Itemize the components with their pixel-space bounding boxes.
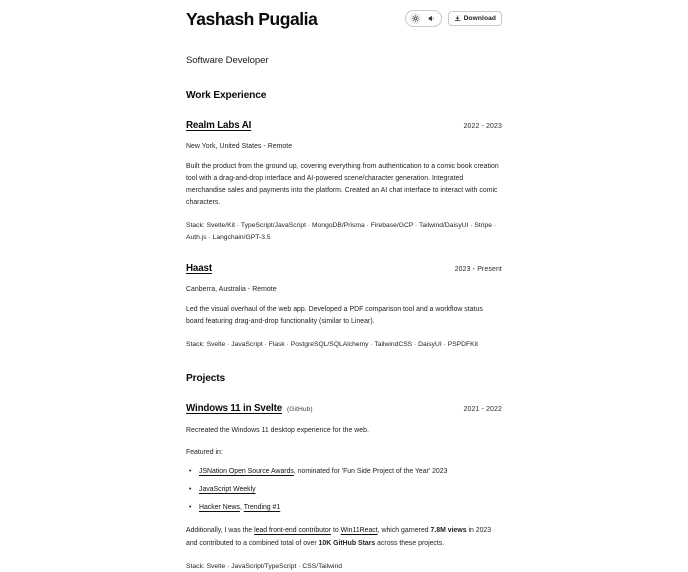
- company-link-realm-labs-ai[interactable]: Realm Labs AI: [186, 120, 252, 131]
- closing-link-lead-contributor[interactable]: lead front-end contributor: [254, 527, 332, 535]
- work-entry-description: Built the product from the ground up, covering everything from authentication to a comic book creation tool with a drag-and-drop interface and AI-powered scene/character generation. Integrated merchandise sales and payments into the platform. Created an AI chat interface to interact with comic characters.: [186, 163, 499, 207]
- download-button[interactable]: [448, 11, 502, 26]
- project-closing-paragraph: [186, 525, 502, 549]
- work-entry-description: Led the visual overhaul of the web app. Developed a PDF comparison tool and a workflow status board featuring drag-and-drop functionality (similar to Linear).: [186, 305, 483, 325]
- closing-text-part: in 2023 and contributed to a combined total of over: [186, 527, 492, 547]
- featured-item-rest: , nominated for 'Fun Side Project of the Year' 2023: [293, 468, 448, 476]
- project-github-link[interactable]: (GitHub): [287, 406, 313, 414]
- featured-item-separator: ,: [239, 504, 244, 512]
- project-entry-date: 2021 - 2022: [463, 406, 502, 414]
- work-entry-title-wrap: [186, 263, 212, 274]
- project-entry-description: Recreated the Windows 11 desktop experience for the web.: [186, 427, 369, 435]
- list-item: [186, 466, 502, 478]
- download-icon: [454, 15, 461, 22]
- header-controls: [405, 10, 502, 27]
- project-entry-title-wrap: [186, 403, 313, 414]
- job-subtitle: Software Developer: [186, 55, 269, 66]
- closing-metric-stars: 10K GitHub Stars: [318, 539, 376, 547]
- download-button-label: Download: [463, 15, 496, 22]
- project-entry-header: [186, 403, 502, 414]
- section-projects: [186, 373, 502, 572]
- work-entry-location: New York, United States - Remote: [186, 143, 293, 150]
- appearance-sound-toggle-group[interactable]: [405, 10, 442, 27]
- featured-in-list: [186, 466, 502, 514]
- work-entry-date: 2022 - 2023: [463, 123, 502, 130]
- project-link-windows-11-in-svelte[interactable]: Windows 11 in Svelte: [186, 403, 282, 415]
- sound-toggle-button[interactable]: [426, 13, 437, 24]
- work-entry-date: 2023 - Present: [454, 265, 502, 273]
- project-entry: [186, 403, 502, 572]
- company-link-haast[interactable]: Haast: [186, 262, 212, 274]
- closing-text-part: , which garnered: [377, 527, 431, 535]
- featured-link-trending[interactable]: Trending #1: [243, 504, 281, 512]
- closing-text-part: Additionally, I was the: [186, 527, 255, 535]
- section-work-experience: [186, 90, 502, 350]
- closing-text-part: across these projects.: [375, 539, 445, 547]
- list-item: [186, 484, 502, 496]
- page-title: Yashash Pugalia: [186, 9, 318, 29]
- project-entry-stack: Stack: Svelte · JavaScript/TypeScript · CSS/Tailwind: [186, 562, 343, 570]
- closing-metric-views: 7.8M views: [430, 527, 467, 535]
- work-entry-header: [186, 120, 502, 131]
- work-entry-stack: Stack: Svelte/Kit · TypeScript/JavaScript · MongoDB/Prisma · Firebase/GCP · Tailwind/DaisyUI · Stripe · Auth.js · Langchain/GPT-3.5: [186, 222, 497, 241]
- theme-toggle-button[interactable]: [410, 13, 421, 24]
- featured-link-hacker-news[interactable]: Hacker News: [199, 504, 240, 512]
- work-entry: [186, 120, 502, 244]
- sun-icon: [412, 15, 419, 22]
- header: [186, 8, 502, 38]
- work-entry-location: Canberra, Australia - Remote: [186, 285, 277, 293]
- speaker-icon: [428, 15, 435, 22]
- featured-link-javascript-weekly[interactable]: JavaScript Weekly: [199, 486, 256, 494]
- work-entry-header: [186, 263, 502, 274]
- featured-in-label: Featured in:: [186, 449, 223, 457]
- list-item: [186, 502, 502, 514]
- section-heading-projects: Projects: [186, 373, 226, 385]
- section-heading-work-experience: Work Experience: [186, 90, 267, 101]
- closing-text-part: to: [331, 527, 341, 535]
- work-entry-stack: Stack: Svelte · JavaScript · Flask · PostgreSQL/SQLAlchemy · TailwindCSS · DaisyUI · PSPDFKit: [186, 340, 478, 348]
- resume-content-column: [186, 8, 502, 572]
- featured-link-jsnation[interactable]: JSNation Open Source Awards: [199, 468, 294, 476]
- closing-link-win11react[interactable]: Win11React: [340, 527, 378, 535]
- work-entry-title-wrap: [186, 120, 251, 131]
- work-entry: [186, 263, 502, 351]
